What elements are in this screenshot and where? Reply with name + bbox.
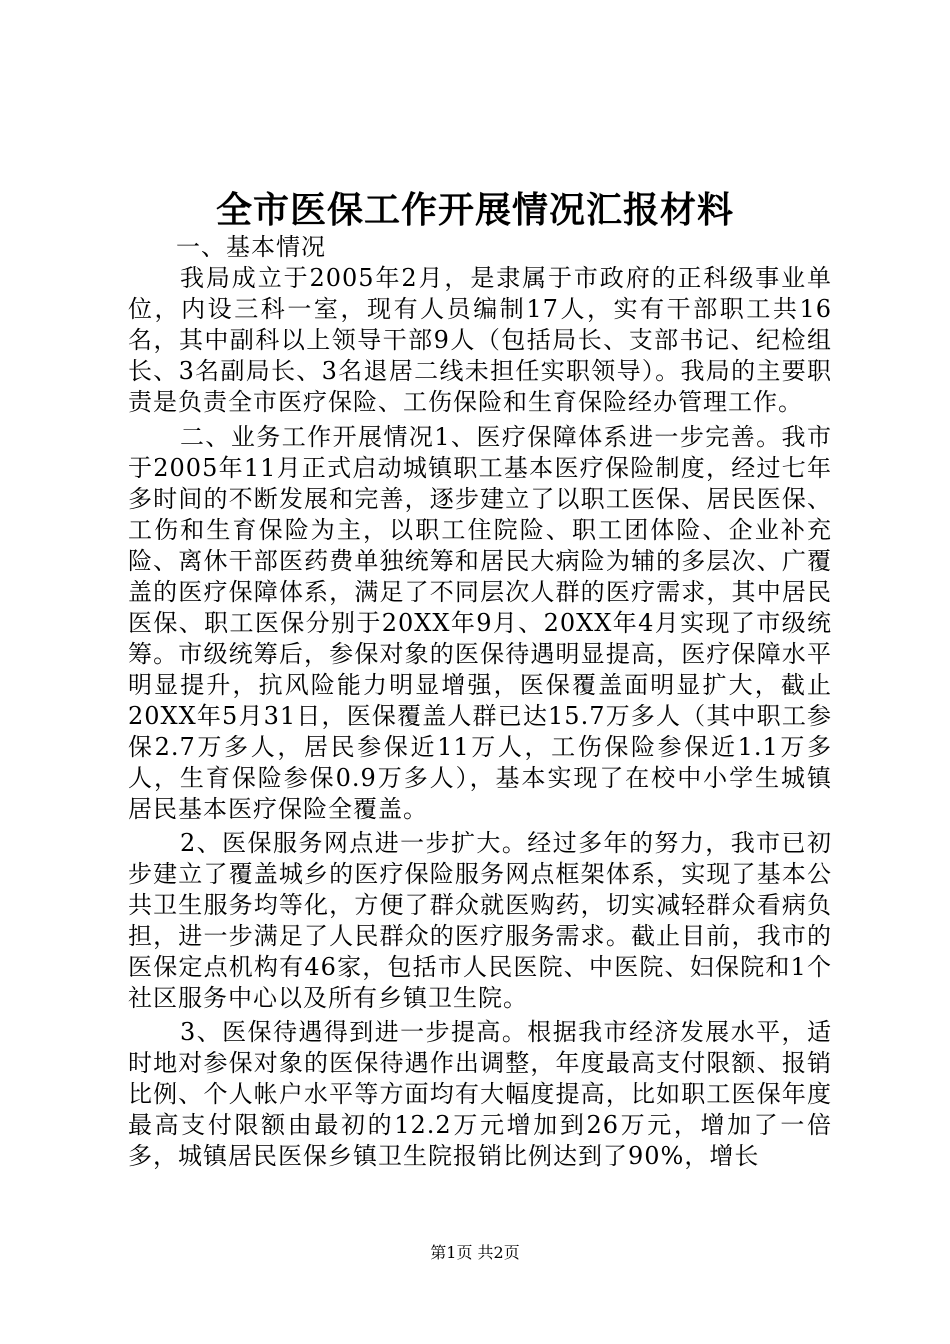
paragraph-basic-info: 我局成立于2005年2月，是隶属于市政府的正科级事业单位，内设三科一室，现有人员编制17人，实有干部职工共16名，其中副科以上领导干部9人（包括局长、支部书记、纪检组长、3名副局长、3名退居二线未担任实职领导）。我局的主要职责是负责全市医疗保险、工伤保险和生育保险经办管理工作。 xyxy=(128,264,832,416)
section-heading-basic: 一、基本情况 xyxy=(176,233,326,261)
document-title: 全市医保工作开展情况汇报材料 xyxy=(215,189,734,231)
paragraph-business-work: 二、业务工作开展情况1、医疗保障体系进一步完善。我市于2005年11月正式启动城镇职工基本医疗保险制度，经过七年多时间的不断发展和完善，逐步建立了以职工医保、居民医保、工伤和生育保险为主，以职工住院险、职工团体险、企业补充险、离休干部医药费单独统筹和居民大病险为辅的多层次、广覆盖的医疗保障体系，满足了不同层次人群的医疗需求，其中居民医保、职工医保分别于20XX年9月、20XX年4月实现了市级统筹。市级统筹后，参保对象的医保待遇明显提高，医疗保障水平明显提升，抗风险能力明显增强，医保覆盖面明显扩大，截止20XX年5月31日，医保覆盖人群已达15.7万多人（其中职工参保2.7万多人，居民参保近11万人，工伤保险参保近1.1万多人，生育保险参保0.9万多人），基本实现了在校中小学生城镇居民基本医疗保险全覆盖。 xyxy=(128,423,832,823)
paragraph-benefit-increase: 3、医保待遇得到进一步提高。根据我市经济发展水平，适时地对参保对象的医保待遇作出调整，年度最高支付限额、报销比例、个人帐户水平等方面均有大幅度提高，比如职工医保年度最高支付限额由最初的12.2万元增加到26万元，增加了一倍多，城镇居民医保乡镇卫生院报销比例达到了90%，增长 xyxy=(128,1018,832,1170)
page-footer: 第1页 共2页 xyxy=(430,1243,520,1262)
document-body xyxy=(128,232,832,1175)
paragraph-service-network: 2、医保服务网点进一步扩大。经过多年的努力，我市已初步建立了覆盖城乡的医疗保险服务网点框架体系，实现了基本公共卫生服务均等化，方便了群众就医购药，切实减轻群众看病负担，进一步满足了人民群众的医疗服务需求。截止目前，我市的医保定点机构有46家，包括市人民医院、中医院、妇保院和1个社区服务中心以及所有乡镇卫生院。 xyxy=(128,829,832,1012)
